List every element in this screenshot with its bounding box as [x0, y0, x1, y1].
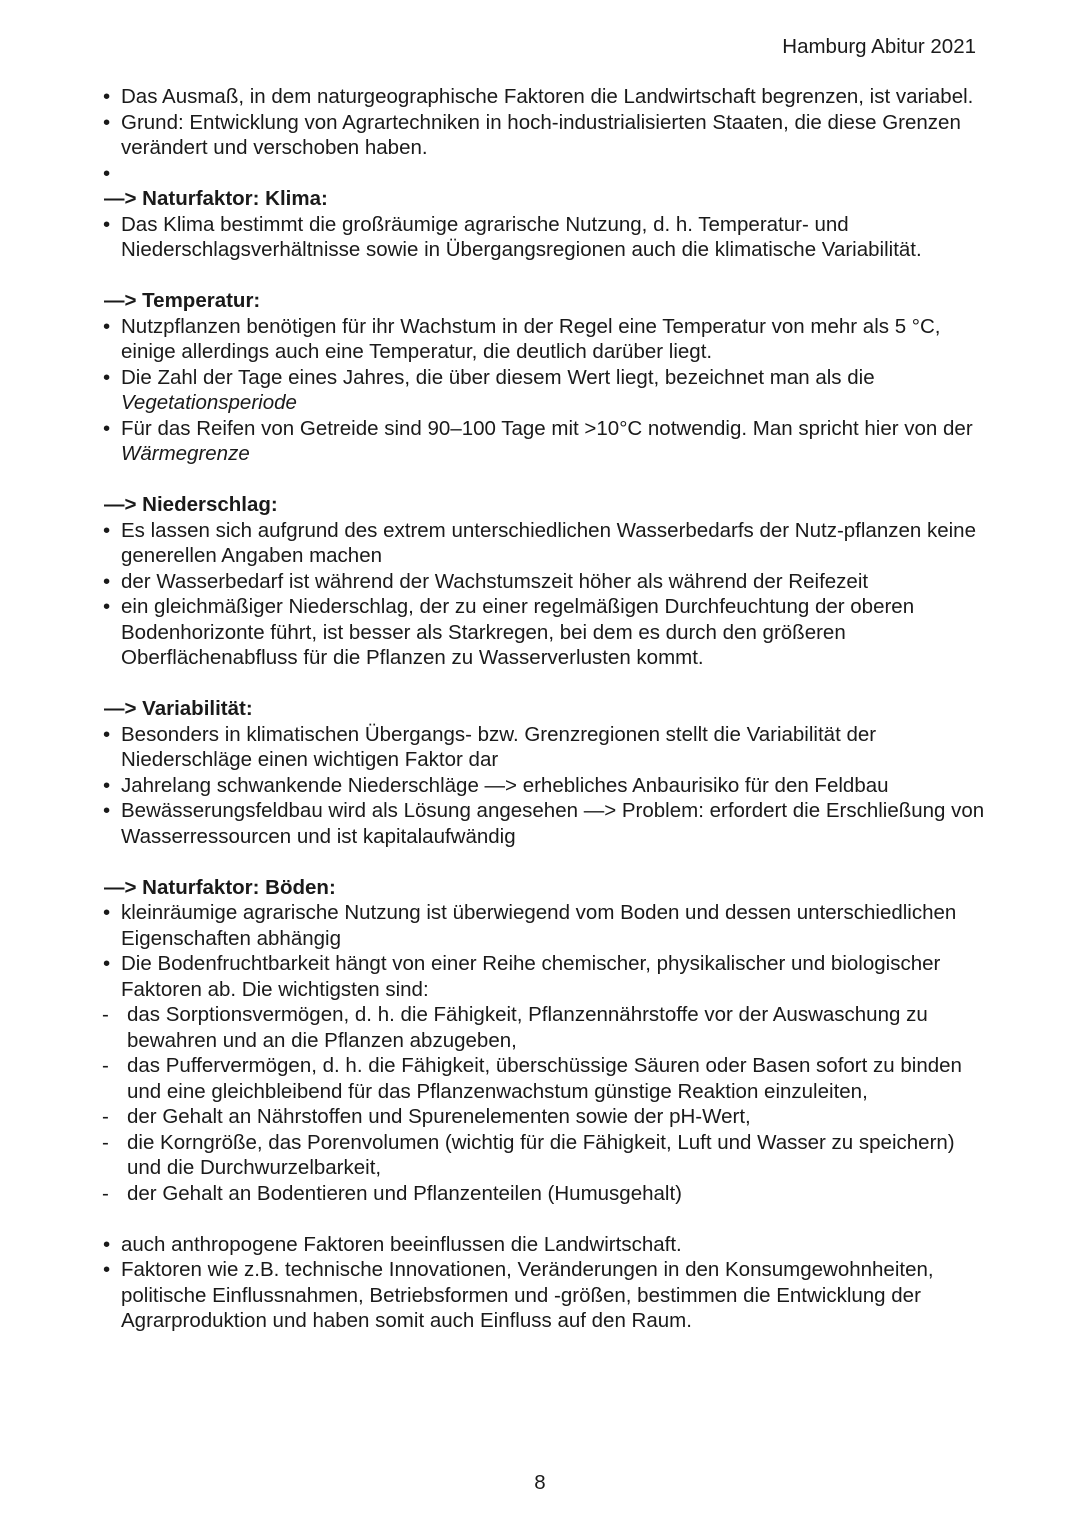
list-item: [100, 798, 990, 849]
item-text: Für das Reifen von Getreide sind 90–100 Tage mit >10°C notwendig. Man spricht hier von der: [121, 416, 973, 440]
section-heading-klima: —> Naturfaktor: Klima:: [104, 187, 328, 210]
list-item: [100, 212, 990, 263]
list-item: [100, 1232, 990, 1258]
dash-icon: -: [102, 1054, 109, 1077]
spacer: [100, 671, 990, 697]
dash-item: [100, 1181, 990, 1207]
item-text: auch anthropogene Faktoren beeinflussen die Landwirtschaft.: [121, 1232, 682, 1256]
section-heading-temperatur: —> Temperatur:: [104, 289, 261, 312]
item-emphasis: Vegetationsperiode: [121, 391, 297, 414]
list-item: [100, 314, 990, 365]
item-text: der Wasserbedarf ist während der Wachstumszeit höher als während der Reifezeit: [121, 569, 869, 593]
section-heading-variabilitaet: —> Variabilität:: [104, 697, 253, 720]
item-text: Faktoren wie z.B. technische Innovationen, Veränderungen in den Konsumgewohnheiten, politische Einflussnahmen, Betriebsformen und -größen, bestimmen die Entwicklung der Agrarproduktion und haben somit auch Einfluss auf den Raum.: [121, 1258, 934, 1332]
item-text: Das Klima bestimmt die großräumige agrarische Nutzung, d. h. Temperatur- und Niederschlagsverhältnisse sowie in Übergangsregionen auch die klimatische Variabilität.: [121, 212, 922, 261]
item-text: Besonders in klimatischen Übergangs- bzw. Grenzregionen stellt die Variabilität der Niederschläge einen wichtigen Faktor dar: [121, 722, 877, 771]
item-emphasis: Wärmegrenze: [121, 442, 250, 465]
item-text: Die Bodenfruchtbarkeit hängt von einer Reihe chemischer, physikalischer und biologischer Faktoren ab. Die wichtigsten sind:: [121, 952, 941, 1001]
item-text: Jahrelang schwankende Niederschläge —> erhebliches Anbaurisiko für den Feldbau: [121, 773, 889, 797]
spacer: [100, 263, 990, 289]
page-number: 8: [534, 1471, 546, 1494]
bullet-icon: •: [103, 212, 111, 236]
item-text: Das Ausmaß, in dem naturgeographische Faktoren die Landwirtschaft begrenzen, ist variabel.: [121, 85, 974, 108]
list-item: [100, 594, 990, 671]
bullet-icon: •: [103, 722, 111, 746]
list-item: [100, 84, 990, 110]
list-item: [100, 110, 990, 161]
list-item: [100, 1257, 990, 1334]
bullet-icon: •: [103, 901, 111, 924]
bullet-icon: •: [103, 161, 111, 185]
item-text: Die Zahl der Tage eines Jahres, die über diesem Wert liegt, bezeichnet man als die: [121, 365, 875, 389]
item-text: ein gleichmäßiger Niederschlag, der zu einer regelmäßigen Durchfeuchtung der oberen Bodenhorizonte führt, ist besser als Starkregen, bei dem es durch den größeren Oberflächenabfluss für die Pflanzen zu Wasserverlusten kommt.: [121, 595, 915, 669]
page-header: Hamburg Abitur 2021: [782, 35, 976, 58]
bullet-icon: •: [103, 314, 111, 338]
list-item: [100, 416, 990, 467]
bullet-icon: •: [103, 952, 111, 975]
list-item: [100, 161, 990, 187]
dash-icon: -: [102, 1003, 109, 1026]
item-text: der Gehalt an Nährstoffen und Spurenelementen sowie der pH-Wert,: [127, 1105, 751, 1128]
bullet-icon: •: [103, 1232, 111, 1256]
list-item: [100, 951, 990, 1002]
section-heading-niederschlag: —> Niederschlag:: [104, 493, 278, 516]
bullet-icon: •: [103, 518, 111, 542]
item-text: das Puffervermögen, d. h. die Fähigkeit, überschüssige Säuren oder Basen sofort zu binden und eine gleichbleibend für das Pflanzenwachstum günstige Reaktion einzuleiten,: [127, 1054, 962, 1103]
bullet-icon: •: [103, 1258, 111, 1281]
item-text: Grund: Entwicklung von Agrartechniken in hoch-industrialisierten Staaten, die diese Grenzen verändert und verschoben haben.: [121, 110, 961, 159]
spacer: [100, 849, 990, 875]
dash-item: [100, 1130, 990, 1181]
item-text: Bewässerungsfeldbau wird als Lösung angesehen —> Problem: erfordert die Erschließung von Wasserressourcen und ist kapitalaufwändig: [121, 799, 985, 848]
spacer: [100, 1206, 990, 1232]
dash-icon: -: [102, 1181, 109, 1205]
item-text: das Sorptionsvermögen, d. h. die Fähigkeit, Pflanzennährstoffe vor der Auswaschung zu bewahren und an die Pflanzen abzugeben,: [127, 1003, 928, 1052]
bullet-icon: •: [103, 416, 111, 440]
list-item: [100, 900, 990, 951]
list-item: [100, 569, 990, 595]
item-text: Es lassen sich aufgrund des extrem unterschiedlichen Wasserbedarfs der Nutz-pflanzen keine generellen Angaben machen: [121, 518, 976, 567]
list-item: [100, 773, 990, 799]
item-text: Nutzpflanzen benötigen für ihr Wachstum in der Regel eine Temperatur von mehr als 5 °C, einige allerdings auch eine Temperatur, die deutlich darüber liegt.: [121, 314, 941, 363]
list-item: [100, 722, 990, 773]
item-text: der Gehalt an Bodentieren und Pflanzenteilen (Humusgehalt): [127, 1181, 682, 1205]
dash-item: [100, 1053, 990, 1104]
bullet-icon: •: [103, 799, 111, 822]
bullet-icon: •: [103, 365, 111, 389]
list-item: [100, 365, 990, 416]
bullet-icon: •: [103, 569, 111, 593]
section-heading-boeden: —> Naturfaktor: Böden:: [104, 875, 336, 899]
bullet-icon: •: [103, 110, 111, 134]
spacer: [100, 467, 990, 493]
dash-icon: -: [102, 1105, 109, 1128]
dash-icon: -: [102, 1130, 109, 1154]
dash-item: [100, 1104, 990, 1130]
bullet-icon: •: [103, 85, 111, 108]
list-item: [100, 518, 990, 569]
document-body: [100, 84, 990, 1334]
item-text: die Korngröße, das Porenvolumen (wichtig für die Fähigkeit, Luft und Wasser zu speichern) und die Durchwurzelbarkeit,: [127, 1130, 955, 1179]
item-text: kleinräumige agrarische Nutzung ist überwiegend vom Boden und dessen unterschiedlichen Eigenschaften abhängig: [121, 901, 957, 950]
bullet-icon: •: [103, 773, 111, 797]
bullet-icon: •: [103, 595, 111, 618]
dash-item: [100, 1002, 990, 1053]
